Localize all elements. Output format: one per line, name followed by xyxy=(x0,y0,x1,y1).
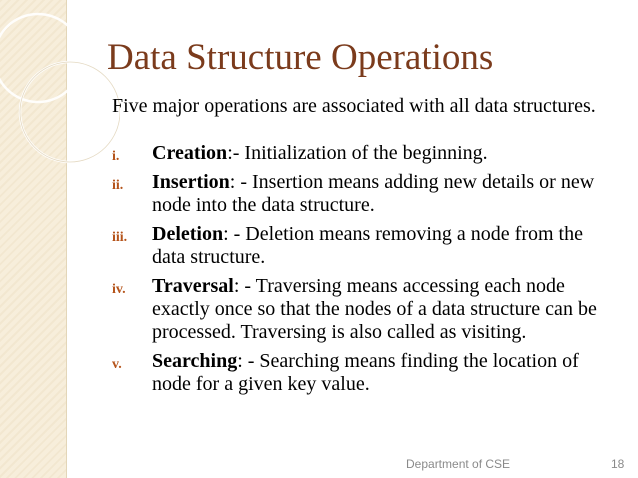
list-item xyxy=(112,350,617,396)
operation-term: Deletion xyxy=(152,223,224,245)
operation-term: Traversal xyxy=(152,275,234,297)
decorative-sidebar xyxy=(0,0,67,478)
slide-title: Data Structure Operations xyxy=(107,37,494,78)
operation-term: Creation xyxy=(152,142,228,164)
operation-description: : - Traversing means accessing each node exactly once so that the nodes of a data structure can be processed. Traversing is also called as visiting. xyxy=(152,275,597,343)
list-item xyxy=(112,142,617,165)
item-number: iii. xyxy=(112,230,128,245)
decorative-circles xyxy=(0,0,120,200)
list-item xyxy=(112,275,617,344)
intro-text: Five major operations are associated with all data structures. xyxy=(112,95,596,117)
list-item xyxy=(112,171,617,217)
operation-term: Searching xyxy=(152,350,238,372)
page-number: 18 xyxy=(611,457,625,471)
list-item xyxy=(112,223,617,269)
item-number: v. xyxy=(112,357,122,372)
operation-term: Insertion xyxy=(152,171,230,193)
item-number: iv. xyxy=(112,282,126,297)
operation-description: : - Searching means finding the location of node for a given key value. xyxy=(152,350,579,395)
operation-description: : - Deletion means removing a node from the data structure. xyxy=(152,223,583,268)
operations-list xyxy=(112,142,617,402)
item-number: ii. xyxy=(112,178,124,193)
item-number: i. xyxy=(112,149,120,164)
footer-department: Department of CSE xyxy=(406,457,511,471)
operation-description: : - Insertion means adding new details or new node into the data structure. xyxy=(152,171,595,216)
operation-description: :- Initialization of the beginning. xyxy=(227,142,488,164)
